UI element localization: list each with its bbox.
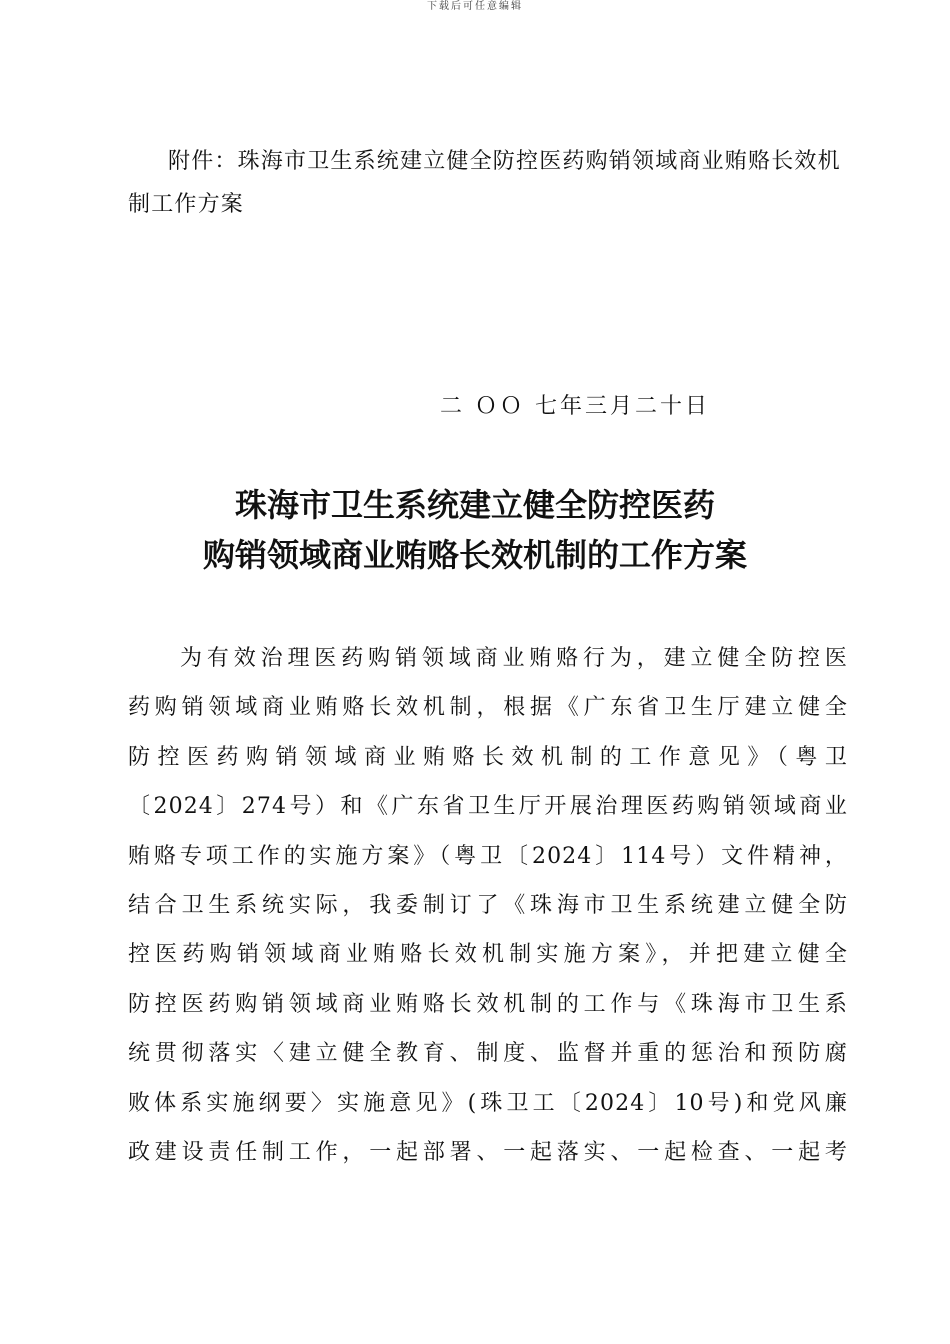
- body-line: 为有效治理医药购销领域商业贿赂行为，建立健全防控医: [180, 646, 848, 671]
- attachment-line: 附件：珠海市卫生系统建立健全防控医药购销领域商业贿赂长效机制工作方案: [128, 149, 841, 217]
- title-line-1: 珠海市卫生系统建立健全防控医药: [234, 486, 715, 524]
- body-line: 防控医药购销领域商业贿赂长效机制的工作与《珠海市卫生系: [128, 991, 848, 1017]
- body-line: 结合卫生系统实际，我委制订了《珠海市卫生系统建立健全防: [128, 893, 848, 919]
- body-line: 控医药购销领域商业贿赂长效机制实施方案》，并把建立健全: [128, 942, 848, 968]
- body-line: 药购销领域商业贿赂长效机制，根据《广东省卫生厅建立健全: [128, 695, 848, 721]
- body-paragraph: [128, 634, 848, 1177]
- body-line: 政建设责任制工作，一起部署、一起落实、一起检查、一起考: [128, 1140, 848, 1166]
- document-date: 二 ＯＯ 七年三月二十日: [440, 394, 710, 419]
- body-line: 贿赂专项工作的实施方案》（粤卫〔2024〕114号）文件精神，: [128, 843, 848, 869]
- page-header-note: 下载后可任意编辑: [427, 1, 523, 12]
- body-line: 统贯彻落实〈建立健全教育、制度、监督并重的惩治和预防腐: [128, 1041, 848, 1067]
- body-line: 防控医药购销领域商业贿赂长效机制的工作意见》（粤卫: [128, 744, 848, 770]
- document-title: [0, 480, 950, 580]
- body-line: 〔2024〕274号）和《广东省卫生厅开展治理医药购销领域商业: [128, 794, 848, 820]
- title-line-2: 购销领域商业贿赂长效机制的工作方案: [202, 536, 747, 574]
- body-line: 败体系实施纲要〉实施意见》(珠卫工〔2024〕10号)和党风廉: [128, 1090, 848, 1116]
